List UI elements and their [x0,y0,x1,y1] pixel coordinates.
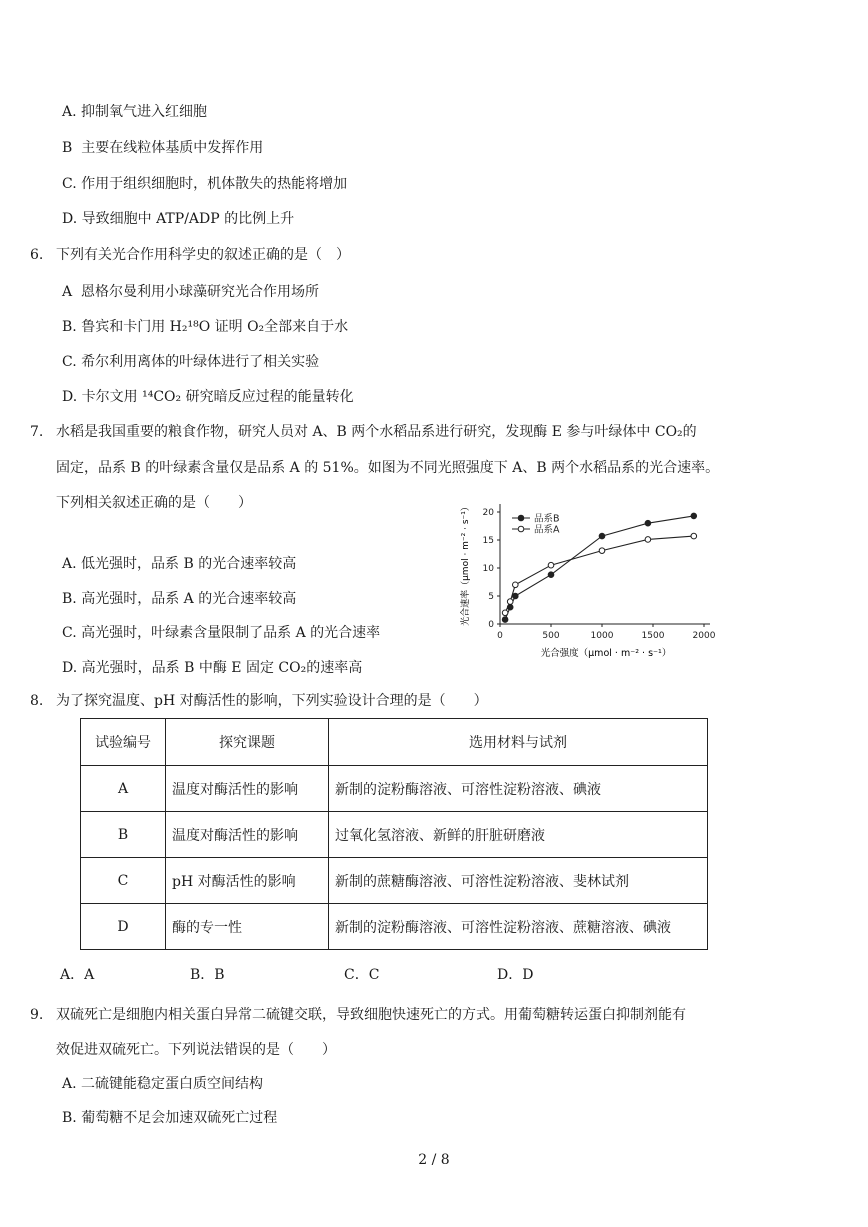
data-point-a [502,610,508,616]
x-tick-label: 1000 [590,631,614,641]
question-9-stem-line-2: 效促进双硫死亡。下列说法错误的是（ ） [56,1042,336,1058]
photosynthesis-rate-chart [452,492,722,664]
data-point-a [691,533,697,539]
option-9-b: B. 葡萄糖不足会加速双硫死亡过程 [62,1110,278,1126]
table-cell: 新制的淀粉酶溶液、可溶性淀粉溶液、碘液 [329,766,708,812]
y-tick-label: 15 [482,536,494,546]
table-row [81,904,708,950]
x-tick-label: 500 [542,631,560,641]
table-header-row [81,719,708,766]
data-point-b [645,520,651,526]
data-point-b [548,572,554,578]
table-row [81,858,708,904]
question-8-stem: 为了探究温度、pH 对酶活性的影响，下列实验设计合理的是（ ） [56,693,488,709]
option-9-a: A. 二硫键能稳定蛋白质空间结构 [62,1076,264,1092]
x-tick-label: 1500 [641,631,665,641]
legend-label: 品系B [534,513,560,525]
table-cell: 过氧化氢溶液、新鲜的肝脏研磨液 [329,812,708,858]
data-point-b [691,513,697,519]
data-point-a [507,599,513,605]
option-prevq-d: D. 导致细胞中 ATP/ADP 的比例上升 [62,211,295,227]
table-cell: D [81,904,166,950]
choice-8-c: C．C [344,967,380,983]
table-cell: A [81,766,166,812]
data-point-b [513,593,519,599]
legend-marker [518,526,524,532]
table-cell: 新制的淀粉酶溶液、可溶性淀粉溶液、蔗糖溶液、碘液 [329,904,708,950]
y-tick-label: 0 [488,620,494,630]
table-header-cell: 探究课题 [166,719,329,766]
table-cell: pH 对酶活性的影响 [166,858,329,904]
chart-y-axis-label: 光合速率（μmol · m⁻² · s⁻¹） [461,502,471,626]
question-6-stem: 下列有关光合作用科学史的叙述正确的是（ ） [56,247,350,263]
x-tick-label: 0 [497,631,503,641]
table-row [81,766,708,812]
choice-8-d: D．D [497,967,534,983]
legend-marker [518,515,524,521]
option-prevq-c: C. 作用于组织细胞时，机体散失的热能将增加 [62,176,348,192]
question-9-number: 9. [30,1007,44,1023]
option-6-c: C. 希尔利用离体的叶绿体进行了相关实验 [62,354,320,370]
page-number: 2 / 8 [418,1152,450,1168]
question-9-stem-line-1: 双硫死亡是细胞内相关蛋白异常二硫键交联，导致细胞快速死亡的方式。用葡萄糖转运蛋白抑制剂能有 [56,1007,686,1023]
option-prevq-b: B 主要在线粒体基质中发挥作用 [62,140,264,156]
option-7-c: C. 高光强时，叶绿素含量限制了品系 A 的光合速率 [62,625,381,641]
table-cell: C [81,858,166,904]
option-7-d: D. 高光强时，品系 B 中酶 E 固定 CO₂的速率高 [62,660,363,676]
chart-x-axis-label: 光合强度（μmol · m⁻² · s⁻¹） [540,648,672,659]
option-6-d: D. 卡尔文用 ¹⁴CO₂ 研究暗反应过程的能量转化 [62,389,354,405]
table-cell: B [81,812,166,858]
question-7-stem-line-1: 水稻是我国重要的粮食作物，研究人员对 A、B 两个水稻品系进行研究，发现酶 E 参与叶绿体中 CO₂的 [56,424,697,440]
data-point-b [502,617,508,623]
series-line-a [505,536,694,613]
question-7-number: 7. [30,424,44,440]
y-tick-label: 5 [488,592,494,602]
chart-axes [483,504,716,641]
question-7-stem-line-2: 固定，品系 B 的叶绿素含量仅是品系 A 的 51%。如图为不同光照强度下 A、B 两个水稻品系的光合速率。 [56,460,720,476]
data-point-a [645,537,651,543]
table-header-cell: 选用材料与试剂 [329,719,708,766]
table-header-cell: 试验编号 [81,719,166,766]
choice-8-b: B．B [190,967,225,983]
option-6-a: A 恩格尔曼利用小球藻研究光合作用场所 [62,284,320,300]
experiment-table [80,718,708,950]
option-prevq-a: A. 抑制氧气进入红细胞 [62,104,208,120]
question-6-number: 6. [30,247,44,263]
y-tick-label: 10 [482,564,494,574]
x-tick-label: 2000 [692,631,716,641]
y-tick-label: 20 [482,508,494,518]
table-cell: 酶的专一性 [166,904,329,950]
table-cell: 温度对酶活性的影响 [166,812,329,858]
choice-8-a: A．A [60,967,95,983]
option-6-b: B. 鲁宾和卡门用 H₂¹⁸O 证明 O₂全部来自于水 [62,319,349,335]
data-point-a [599,548,605,554]
legend-label: 品系A [534,524,560,536]
question-7-stem-line-3: 下列相关叙述正确的是（ ） [56,495,252,511]
data-point-a [548,562,554,568]
option-7-b: B. 高光强时，品系 A 的光合速率较高 [62,591,297,607]
chart-series [502,513,696,622]
table-row [81,812,708,858]
table-cell: 温度对酶活性的影响 [166,766,329,812]
question-8-number: 8. [30,693,44,709]
chart-legend [512,513,560,536]
data-point-b [599,533,605,539]
data-point-a [513,582,519,588]
option-7-a: A. 低光强时，品系 B 的光合速率较高 [62,556,297,572]
table-cell: 新制的蔗糖酶溶液、可溶性淀粉溶液、斐林试剂 [329,858,708,904]
